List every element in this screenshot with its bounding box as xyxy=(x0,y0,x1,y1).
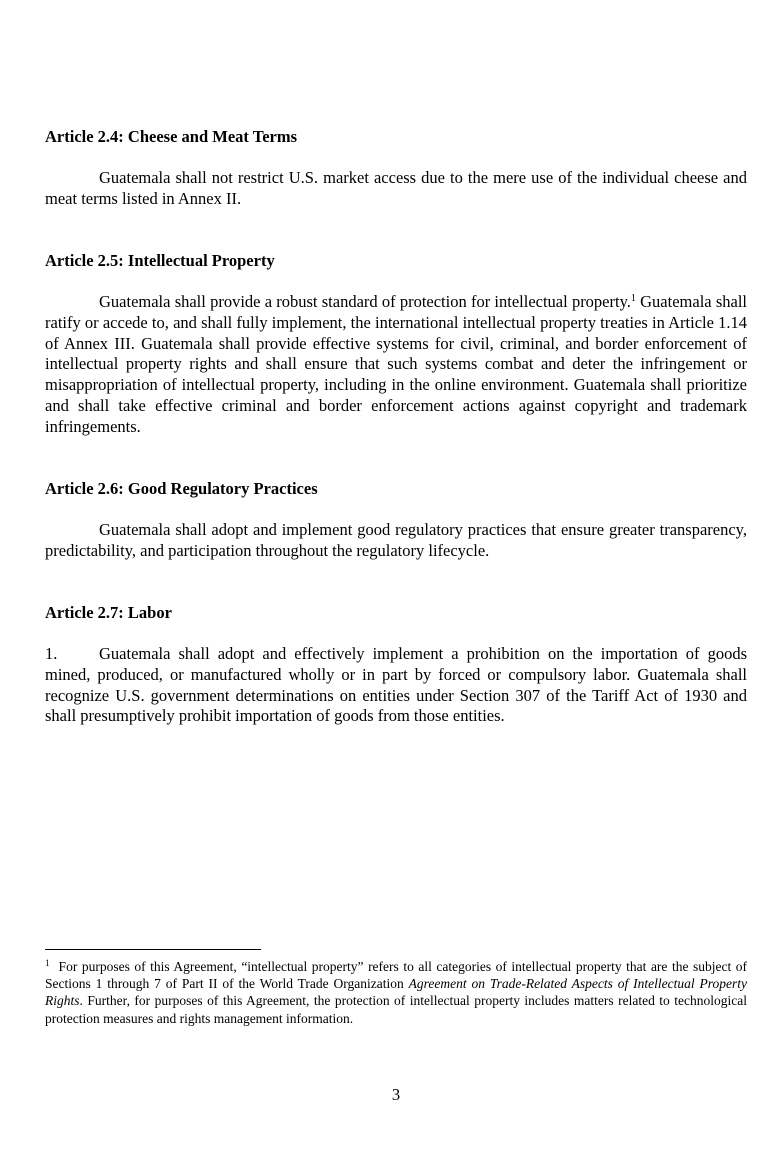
footnote-1 xyxy=(45,958,751,1027)
article-2-7-body xyxy=(45,644,747,727)
article-2-4-heading: Article 2.4: Cheese and Meat Terms xyxy=(45,127,298,146)
article-2-4-body: Guatemala shall not restrict U.S. market access due to the mere use of the individual cheese and meat terms listed in Annex II. xyxy=(45,168,747,208)
article-2-7-paragraph-text: Guatemala shall adopt and effectively implement a prohibition on the importation of goods mined, produced, or manufactured wholly or in part by forced or compulsory labor. Guatemala shall recognize U.S. government determinations on entities under Section 307 of the Tariff Act of 1930 and shall presumptively prohibit importation of goods from those entities. xyxy=(45,644,747,726)
footnote-separator xyxy=(45,949,261,950)
article-2-6-body: Guatemala shall adopt and implement good regulatory practices that ensure greater transparency, predictability, and participation throughout the regulatory lifecycle. xyxy=(45,520,747,560)
page-number: 3 xyxy=(391,1085,401,1104)
article-2-5-body xyxy=(45,292,747,438)
footnote-text-part1: For purposes of this Agreement, “intellectual property” refers to all categories of intellectual property that are the subject of Sections 1 through 7 of Part II of the World Trade Organization xyxy=(45,959,751,992)
article-2-5-body-part2: Guatemala shall ratify or accede to, and shall fully implement, the international intellectual property treaties in Article 1.14 of Annex III. Guatemala shall provide effective systems for civil, criminal, and border enforcement of intellectual property rights and shall ensure that such systems combat and deter the infringement or misappropriation of intellectual property, including in the online environment. Guatemala shall prioritize and shall take effective criminal and border enforcement actions against copyright and trademark infringements. xyxy=(45,292,747,436)
article-2-7-heading: Article 2.7: Labor xyxy=(45,603,172,622)
paragraph-number: 1. xyxy=(45,644,58,663)
footnote-italic-title: Agreement on Trade-Related Aspects of Intellectual Property Rights xyxy=(45,976,747,1009)
footnote-text-part2: . Further, for purposes of this Agreement, the protection of intellectual property includes matters related to technological protection measures and rights management information. xyxy=(45,993,747,1026)
footnote-number: 1 xyxy=(45,958,50,968)
article-2-5-heading: Article 2.5: Intellectual Property xyxy=(45,251,275,270)
footnote-reference[interactable]: 1 xyxy=(630,293,636,304)
article-2-5-body-part1: Guatemala shall provide a robust standard of protection for intellectual property. xyxy=(99,292,631,311)
article-2-6-heading: Article 2.6: Good Regulatory Practices xyxy=(45,479,318,498)
